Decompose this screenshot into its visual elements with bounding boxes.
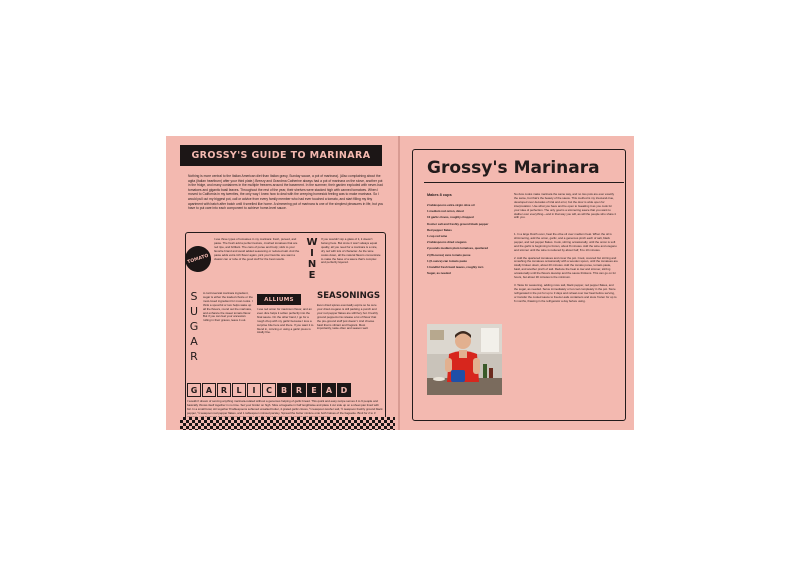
sugar-letter: G [189,320,199,333]
alliums-bar [257,294,301,305]
garlic-letter: G [187,383,201,397]
garlic-bread-heading [187,383,351,397]
garlic-letter: I [247,383,261,397]
checkered-border [180,417,395,430]
chef-illustration [427,324,502,395]
ingredient-item: Sugar, as needed [427,271,451,276]
sugar-text: A controversial marinara ingredient, sugar is either the loaded choice or the most-loved ingredient for most cooks. I think a spoonful or two helps wake up all the flavors, round out the marinara, and enhance the sweet tomato flavor. But if you can feel your ancestors rolling in their graves, leave it out. [203,291,253,323]
ingredient-item: 2 tablespoons extra-virgin olive oil [427,203,475,207]
chef-photo [427,324,502,395]
ingredient-item: 10 garlic cloves, roughly chopped [427,215,474,220]
wine-letter: W [306,237,318,248]
bread-letter: E [307,383,321,397]
alliums-text: I use red onion for maximum flavor, and an even dice helps it soften perfectly into the final sauce. On the other hand, I go for a rough chop with my garlic because I love a surprise bite here and there. If you want it to blend in, mincing or using a garlic press is totally fine. [257,307,314,335]
method-step: 1. In a large Dutch oven, heat the olive oil over medium heat. When the oil is shimmering, add the onion, garlic, and a generous pinch each of salt, black pepper, and red pepper flakes. Cook, stirring occasionally, until the onion is soft and the garlic is beginning to brown, about 8 minutes. Add the wine and oregano and simmer until the wine is reduced by about half, 8 to 10 minutes. [514,232,617,252]
tomato-text: I use three types of tomatoes in my marinara: fresh, pureed, and paste. The fresh add a perfect texture, crushed tomatoes that are red ripe, and brilliant. The cans of puree and body; stick to your favorite brand and avoid added seasoning or reduced salt. And the paste adds extra rich flavor again, pick your favorite one want a classic can or tube of the good stuff for the best results. [214,237,300,261]
wine-letter: I [310,248,314,259]
alliums-label: ALLIUMS [264,296,294,303]
ingredient-item: 1 cup red wine [427,234,448,239]
ingredient-item: 1 (6-ounce) can tomato paste [427,258,467,263]
garlic-letter: A [202,383,216,397]
sugar-letter: R [190,350,198,363]
bread-letter: R [292,383,306,397]
bread-letter: D [337,383,351,397]
seasonings-text: Even dried spices eventually expire so be sure your dried oregano is still packing a punch and your red pepper flakes are still fiery hot. Freshly ground peppercorns release a lot of flavor that the pre-ground stuff just doesn't. And choose basil that is vibrant and fragrant. Most importantly, taste often and season well. [317,303,378,331]
ingredient-item: 2 tablespoons dried oregano [427,240,467,245]
guide-title: GROSSY'S GUIDE TO MARINARA [191,150,371,161]
recipe-title: Grossy's Marinara [427,158,600,178]
bread-letter: B [277,383,291,397]
sugar-letter: S [190,290,198,303]
method-steps [514,233,618,308]
method-step: 2. Add the quartered tomatoes and cover the pot. Cook, covered but stirring and smashing the tomatoes occasionally with a wooden spoon, until the tomatoes are totally broken down, about 20 minutes. Add the tomato puree, tomato paste, basil, and another pinch of salt. Reduce the heat to low and simmer, stirring occasionally until the flavors develop and the sauce thickens. This can go on for hours, but about 30 minutes is the minimum. [514,255,618,280]
wine-letter: N [307,259,317,270]
recipe-yield: Makes 8 cups [427,193,452,197]
tomato-label: TOMATO [186,253,210,265]
ingredient-item: 2 (28-ounce) cans tomato puree [427,252,471,257]
guide-intro: Nothing is more central to the Italian American diet than Italian gravy, Sunday sauce, a pot of marinara). (Also complaining about the agita (Italian heartburn) after your third plate.) Breezy and Grandma Catherine always had a pot of marinara on the stove, another pot in the fridge, and many containers in the multiple freezers around the basement. In the summer, their garden exploded with never-had tomatoes and gigantic basil leaves. Throughout the rest of the year, their shelves were stacked high with canned tomatoes. When I moved to California in my twenties, the only way I knew how to deal with the creeping homesick feeling was to make marinara. So I would pull out my biggest pot, call or advice from every family member who had ever touched a tomato, and start filling my tiny apartment with batch after batch until it smelled like home. A simmering pot of marinara is one of the simplest pleasures in life, but you have to put care into each component to achieve home-level sauce. [188,174,384,211]
title-rule [424,182,624,183]
wine-letter: E [308,270,316,281]
ingredient-item: 1 handful fresh basil leaves, roughly torn [427,265,484,270]
right-page [400,136,634,430]
garlic-letter: L [232,383,246,397]
ingredient-item: 1 medium red onion, diced [427,209,464,214]
seasonings-label: SEASONINGS [317,291,381,301]
left-page [166,136,399,430]
ingredient-item: Kosher salt and freshly ground black pepper [427,221,489,226]
sugar-letter: U [189,305,199,318]
sugar-letter: A [190,335,198,348]
method-intro: No-fuss cooks make marinara the same way, and no two pots are ever exactly the same, but that's the beauty of the sauce. This method is my tried-and-true, developed over decades of trial and error, but the door is wide open for interpretation. Use what you have and be open to tweaking it as you cook for your idea of perfection. The only goal is a simmering sauce that you want to slather over everything—and in that way you will, as will the people who share it with you. [514,192,617,220]
ingredient-item: 2 pounds medium plum tomatoes, quartered [427,246,489,251]
garlic-letter: R [217,383,231,397]
wine-text: If you wouldn't sip a glass of it, it doesn't belong here. But since it won't always equal quality, all you need for a marinara is a nice, dry red with lots of character. As the wine cooks down, all the natural flavors concentrate to make the base of a sauce that's complex and perfectly layered. [321,237,381,265]
bread-letter: A [322,383,336,397]
method-step: 3. Taste for seasoning, adding more salt, black pepper, red pepper flakes, and the sugar, as needed. Serve immediately or let cool completely in the pot. Store refrigerated in the pot for up to 3 days and reheat over low heat before serving, or transfer the cooled sauce to freezer-safe containers and store frozen for up to 6 months, thawing in the refrigerator a day before using. [514,282,617,303]
ingredient-list [427,204,507,278]
ingredient-item: Red pepper flakes [427,227,452,232]
garlic-letter: C [262,383,276,397]
guide-title-bar [180,145,382,166]
garlic-bread-text: I wouldn't dream of serving anything marinara-related without a generous helping of garlic bread. This quick and easy recipe serves 4 to 6 people and basically throws itself together in no time. Set your broiler on high. Slice a baguette in half lengthwise and place it cut side up on a sheet pan lined with foil. In a small bowl, stir together 8 tablespoons softened unsalted butter, 4 grated garlic cloves, ½ teaspoon kosher salt, ½ teaspoon freshly ground black pepper, ½ teaspoon red pepper flakes, and 1 tablespoon minced parsley. Spread the butter mixture onto both halves of the baguette. Broil for 2 to 3 [187,399,383,415]
